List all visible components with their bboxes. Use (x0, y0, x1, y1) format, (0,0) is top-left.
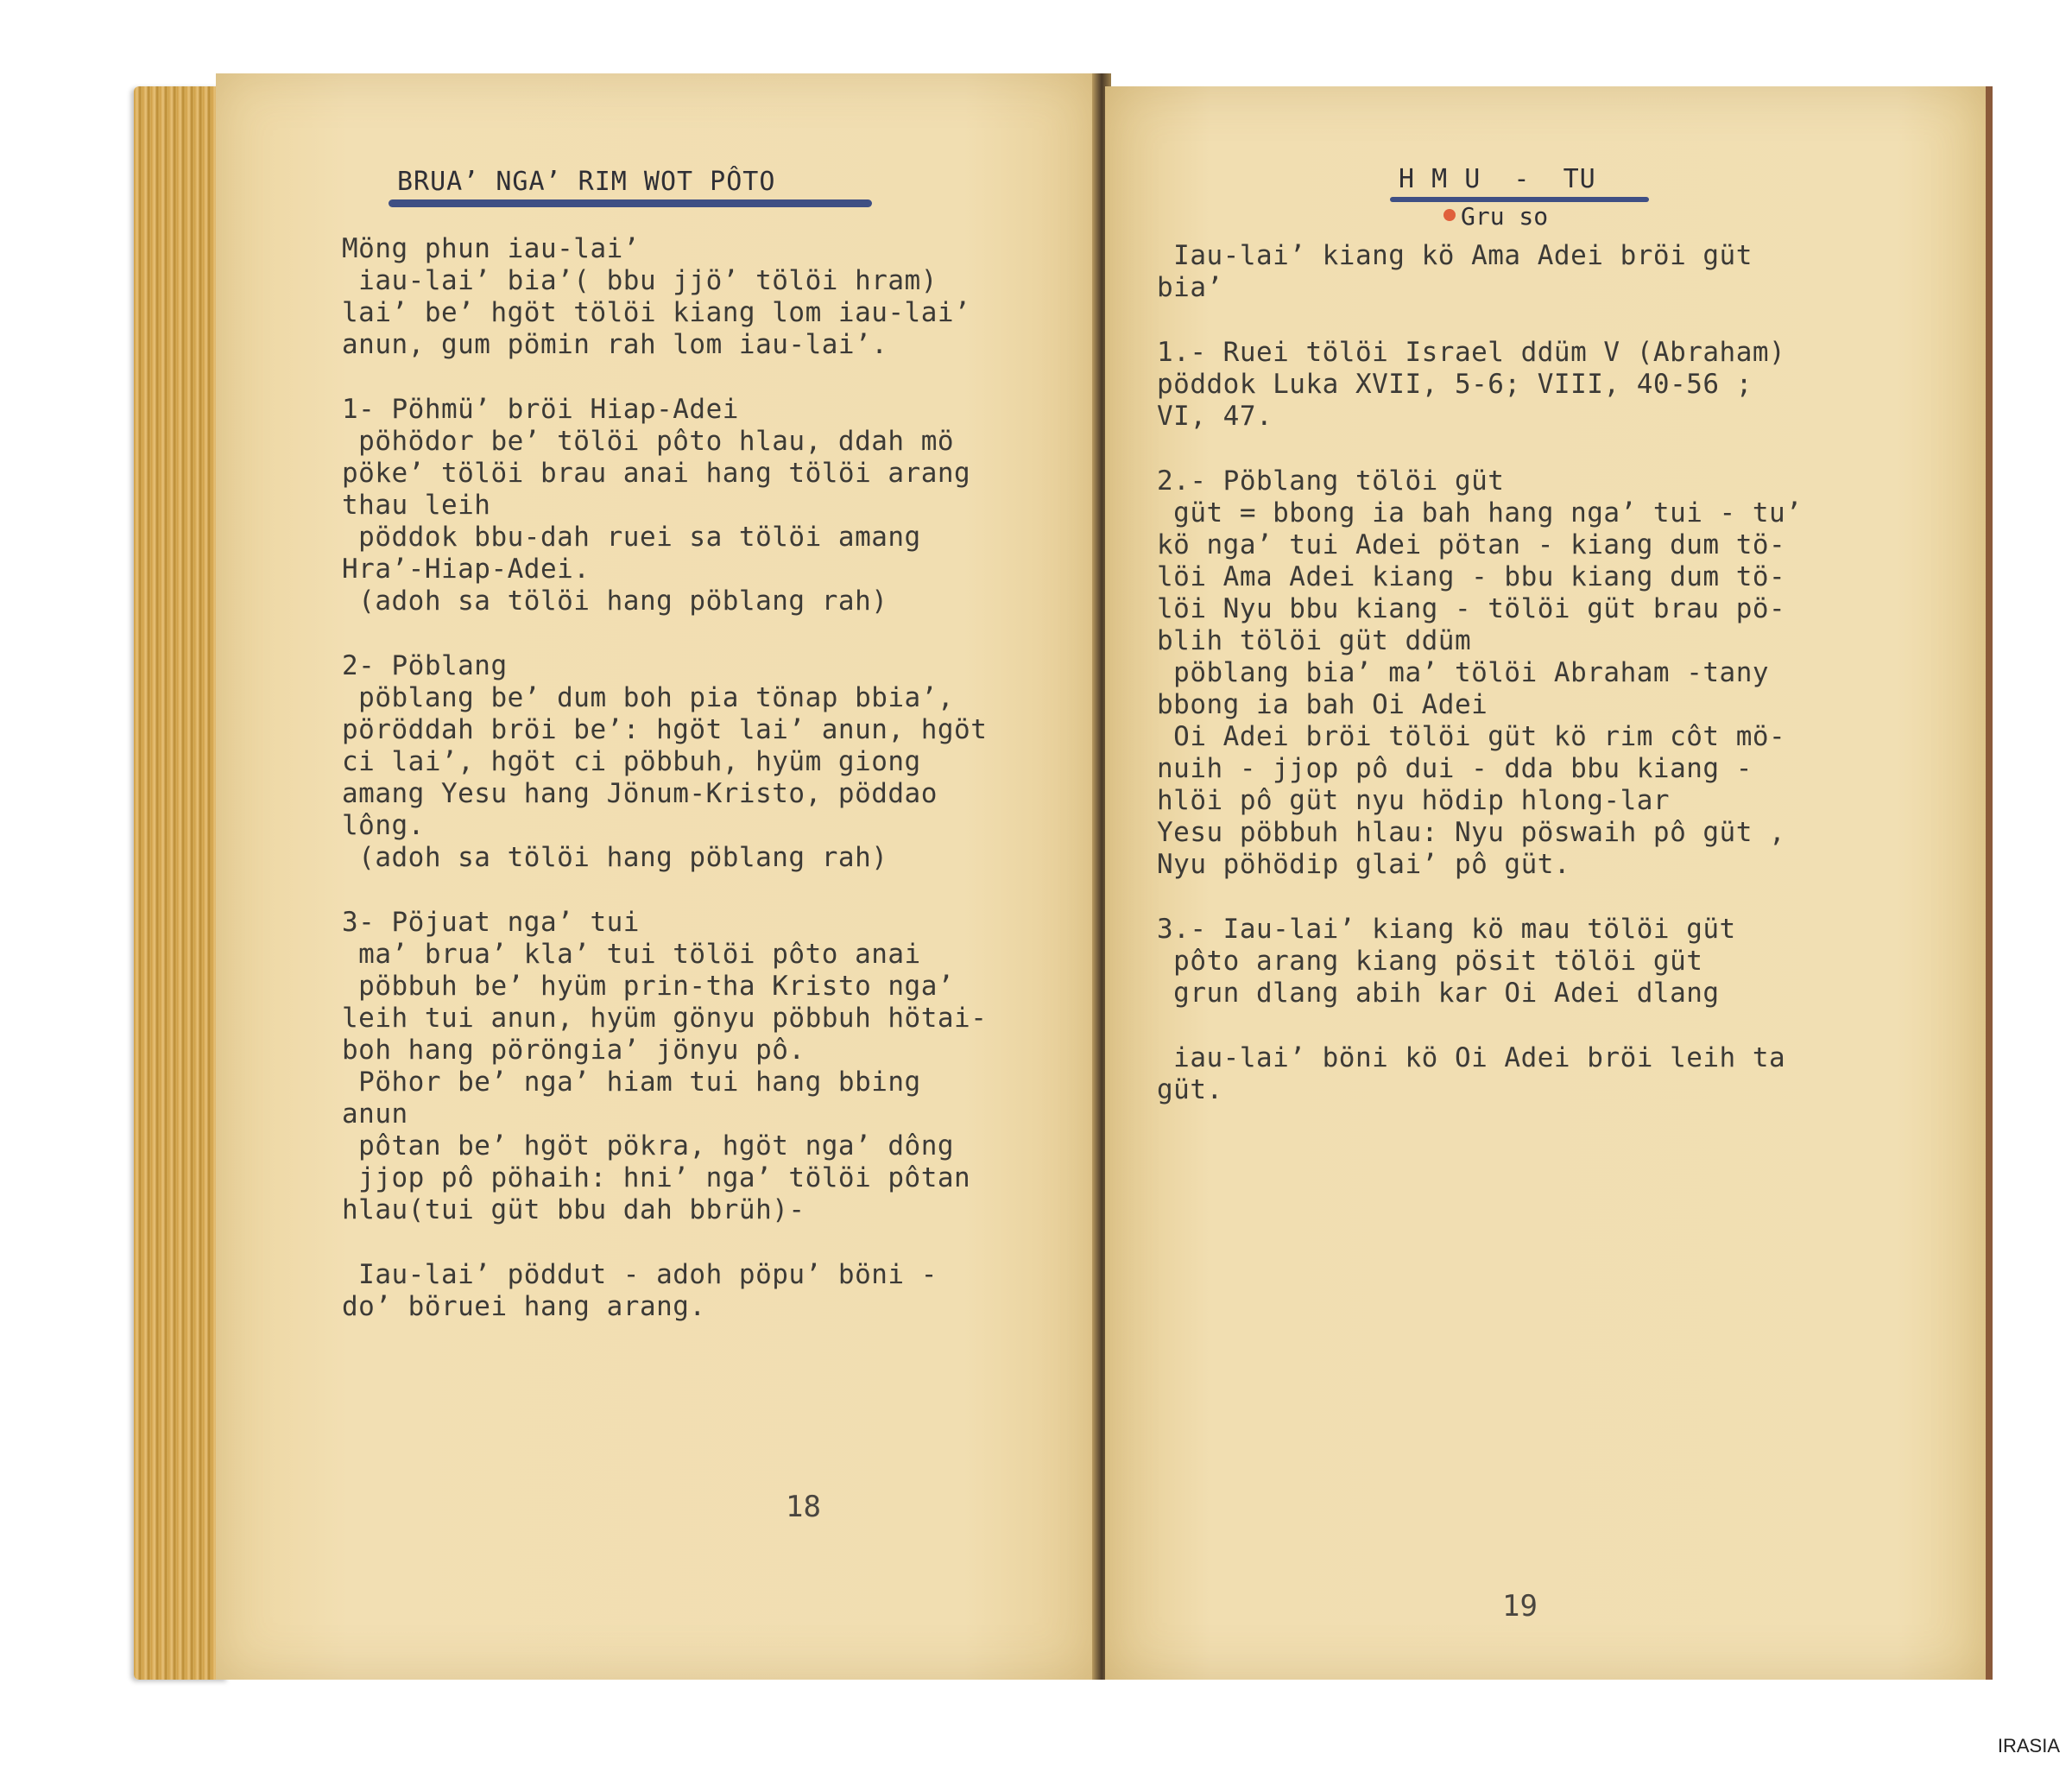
text-line: 2.- Pöblang tölöi güt (1157, 465, 1505, 497)
text-line: güt. (1157, 1074, 1223, 1105)
text-line (1157, 433, 1802, 465)
text-line: 1- Pöhmü’ bröi Hiap-Adei (342, 394, 739, 425)
text-line: boh hang pöröngia’ jönyu pô. (342, 1035, 805, 1066)
text-line: kö nga’ tui Adei pötan - kiang dum tö- (1157, 529, 1786, 560)
text-line: pôto arang kiang pösit tölöi güt (1157, 946, 1703, 977)
text-line: leih tui anun, hyüm gönyu pöbbuh hötai- (342, 1003, 988, 1034)
text-line: Iau-lai’ kiang kö Ama Adei bröi güt (1157, 240, 1753, 271)
text-line: blih tölöi güt ddüm (1157, 625, 1472, 656)
text-line: pöbbuh be’ hyüm prin-tha Kristo nga’ (342, 971, 955, 1002)
left-page-number: 18 (786, 1490, 821, 1524)
text-line: pöddok bbu-dah ruei sa tölöi amang (342, 522, 921, 553)
text-line: Möng phun iau-lai’ (342, 233, 640, 264)
text-line: anun, gum pömin rah lom iau-lai’. (342, 329, 888, 360)
text-line: hlöi pô güt nyu hödip hlong-lar (1157, 785, 1671, 816)
text-line (342, 1226, 987, 1259)
right-page-subtitle: Gru so (1461, 202, 1549, 231)
text-line: iau-lai’ böni kö Oi Adei bröi leih ta (1157, 1042, 1786, 1073)
text-line: grun dlang abih kar Oi Adei dlang (1157, 978, 1720, 1009)
text-line: pöröddah bröi be’: hgöt lai’ anun, hgöt (342, 714, 988, 745)
left-page-body (342, 233, 987, 1323)
text-line: anun (342, 1098, 408, 1130)
text-line: Pöhor be’ nga’ hiam tui hang bbing (342, 1067, 921, 1098)
right-page-body (1157, 240, 1802, 1106)
watermark: IRASIA (1997, 1735, 2060, 1757)
left-page (216, 73, 1096, 1680)
text-line: do’ böruei hang arang. (342, 1291, 706, 1322)
text-line: pöddok Luka XVII, 5-6; VIII, 40-56 ; (1157, 369, 1753, 400)
text-line (342, 874, 987, 907)
text-line: bia’ (1157, 272, 1223, 303)
text-line: Nyu pöhödip glai’ pô güt. (1157, 849, 1571, 880)
open-book (134, 73, 1990, 1680)
right-page-number: 19 (1502, 1589, 1538, 1624)
text-line: nuih - jjop pô dui - dda bbu kiang - (1157, 753, 1753, 784)
text-line: 2- Pöblang (342, 650, 508, 681)
text-line: Iau-lai’ pöddut - adoh pöpu’ böni - (342, 1259, 938, 1290)
text-line: pöhödor be’ tölöi pôto hlau, ddah mö (342, 426, 955, 457)
text-line (1157, 304, 1802, 337)
text-line: 3.- Iau-lai’ kiang kö mau tölöi güt (1157, 914, 1736, 945)
text-line: güt = bbong ia bah hang nga’ tui - tu’ (1157, 497, 1803, 529)
text-line (1157, 1010, 1802, 1042)
text-line (1157, 881, 1802, 914)
text-line (342, 617, 987, 650)
text-line: thau leih (342, 490, 491, 521)
text-line: (adoh sa tölöi hang pöblang rah) (342, 586, 888, 617)
text-line: Hra’-Hiap-Adei. (342, 554, 591, 585)
text-line: löi Nyu bbu kiang - tölöi güt brau pö- (1157, 593, 1786, 624)
text-line: iau-lai’ bia’( bbu jjö’ tölöi hram) (342, 265, 938, 296)
text-line: bbong ia bah Oi Adei (1157, 689, 1488, 720)
text-line: 3- Pöjuat nga’ tui (342, 907, 640, 938)
text-line: pöblang be’ dum boh pia tönap bbia’, (342, 682, 955, 713)
red-mark (1443, 209, 1456, 221)
text-line: amang Yesu hang Jönum-Kristo, pöddao (342, 778, 938, 809)
text-line: 1.- Ruei tölöi Israel ddüm V (Abraham) (1157, 337, 1786, 368)
text-line: pöblang bia’ ma’ tölöi Abraham -tany (1157, 657, 1770, 688)
right-page (1105, 86, 1993, 1680)
text-line: ci lai’, hgöt ci pöbbuh, hyüm giong (342, 746, 921, 777)
text-line: Oi Adei bröi tölöi güt kö rim côt mö- (1157, 721, 1786, 752)
text-line (342, 361, 987, 394)
text-line: hlau(tui güt bbu dah bbrüh)- (342, 1194, 805, 1225)
text-line: (adoh sa tölöi hang pöblang rah) (342, 842, 888, 873)
right-page-title: H M U - TU (1399, 164, 1596, 194)
text-line: lông. (342, 810, 425, 841)
page-edges (134, 86, 229, 1680)
text-line: VI, 47. (1157, 401, 1273, 432)
text-line: Yesu pöbbuh hlau: Nyu pöswaih pô güt , (1157, 817, 1786, 848)
left-page-title: BRUA’ NGA’ RIM WOT PÔTO (397, 167, 776, 197)
text-line: löi Ama Adei kiang - bbu kiang dum tö- (1157, 561, 1786, 592)
text-line: pöke’ tölöi brau anai hang tölöi arang (342, 458, 971, 489)
text-line: pôtan be’ hgöt pökra, hgöt nga’ dông (342, 1130, 955, 1162)
text-line: jjop pô pöhaih: hni’ nga’ tölöi pôtan (342, 1162, 971, 1193)
title-underline (388, 199, 872, 207)
text-line: lai’ be’ hgöt tölöi kiang lom iau-lai’ (342, 297, 971, 328)
text-line: ma’ brua’ kla’ tui tölöi pôto anai (342, 939, 921, 970)
